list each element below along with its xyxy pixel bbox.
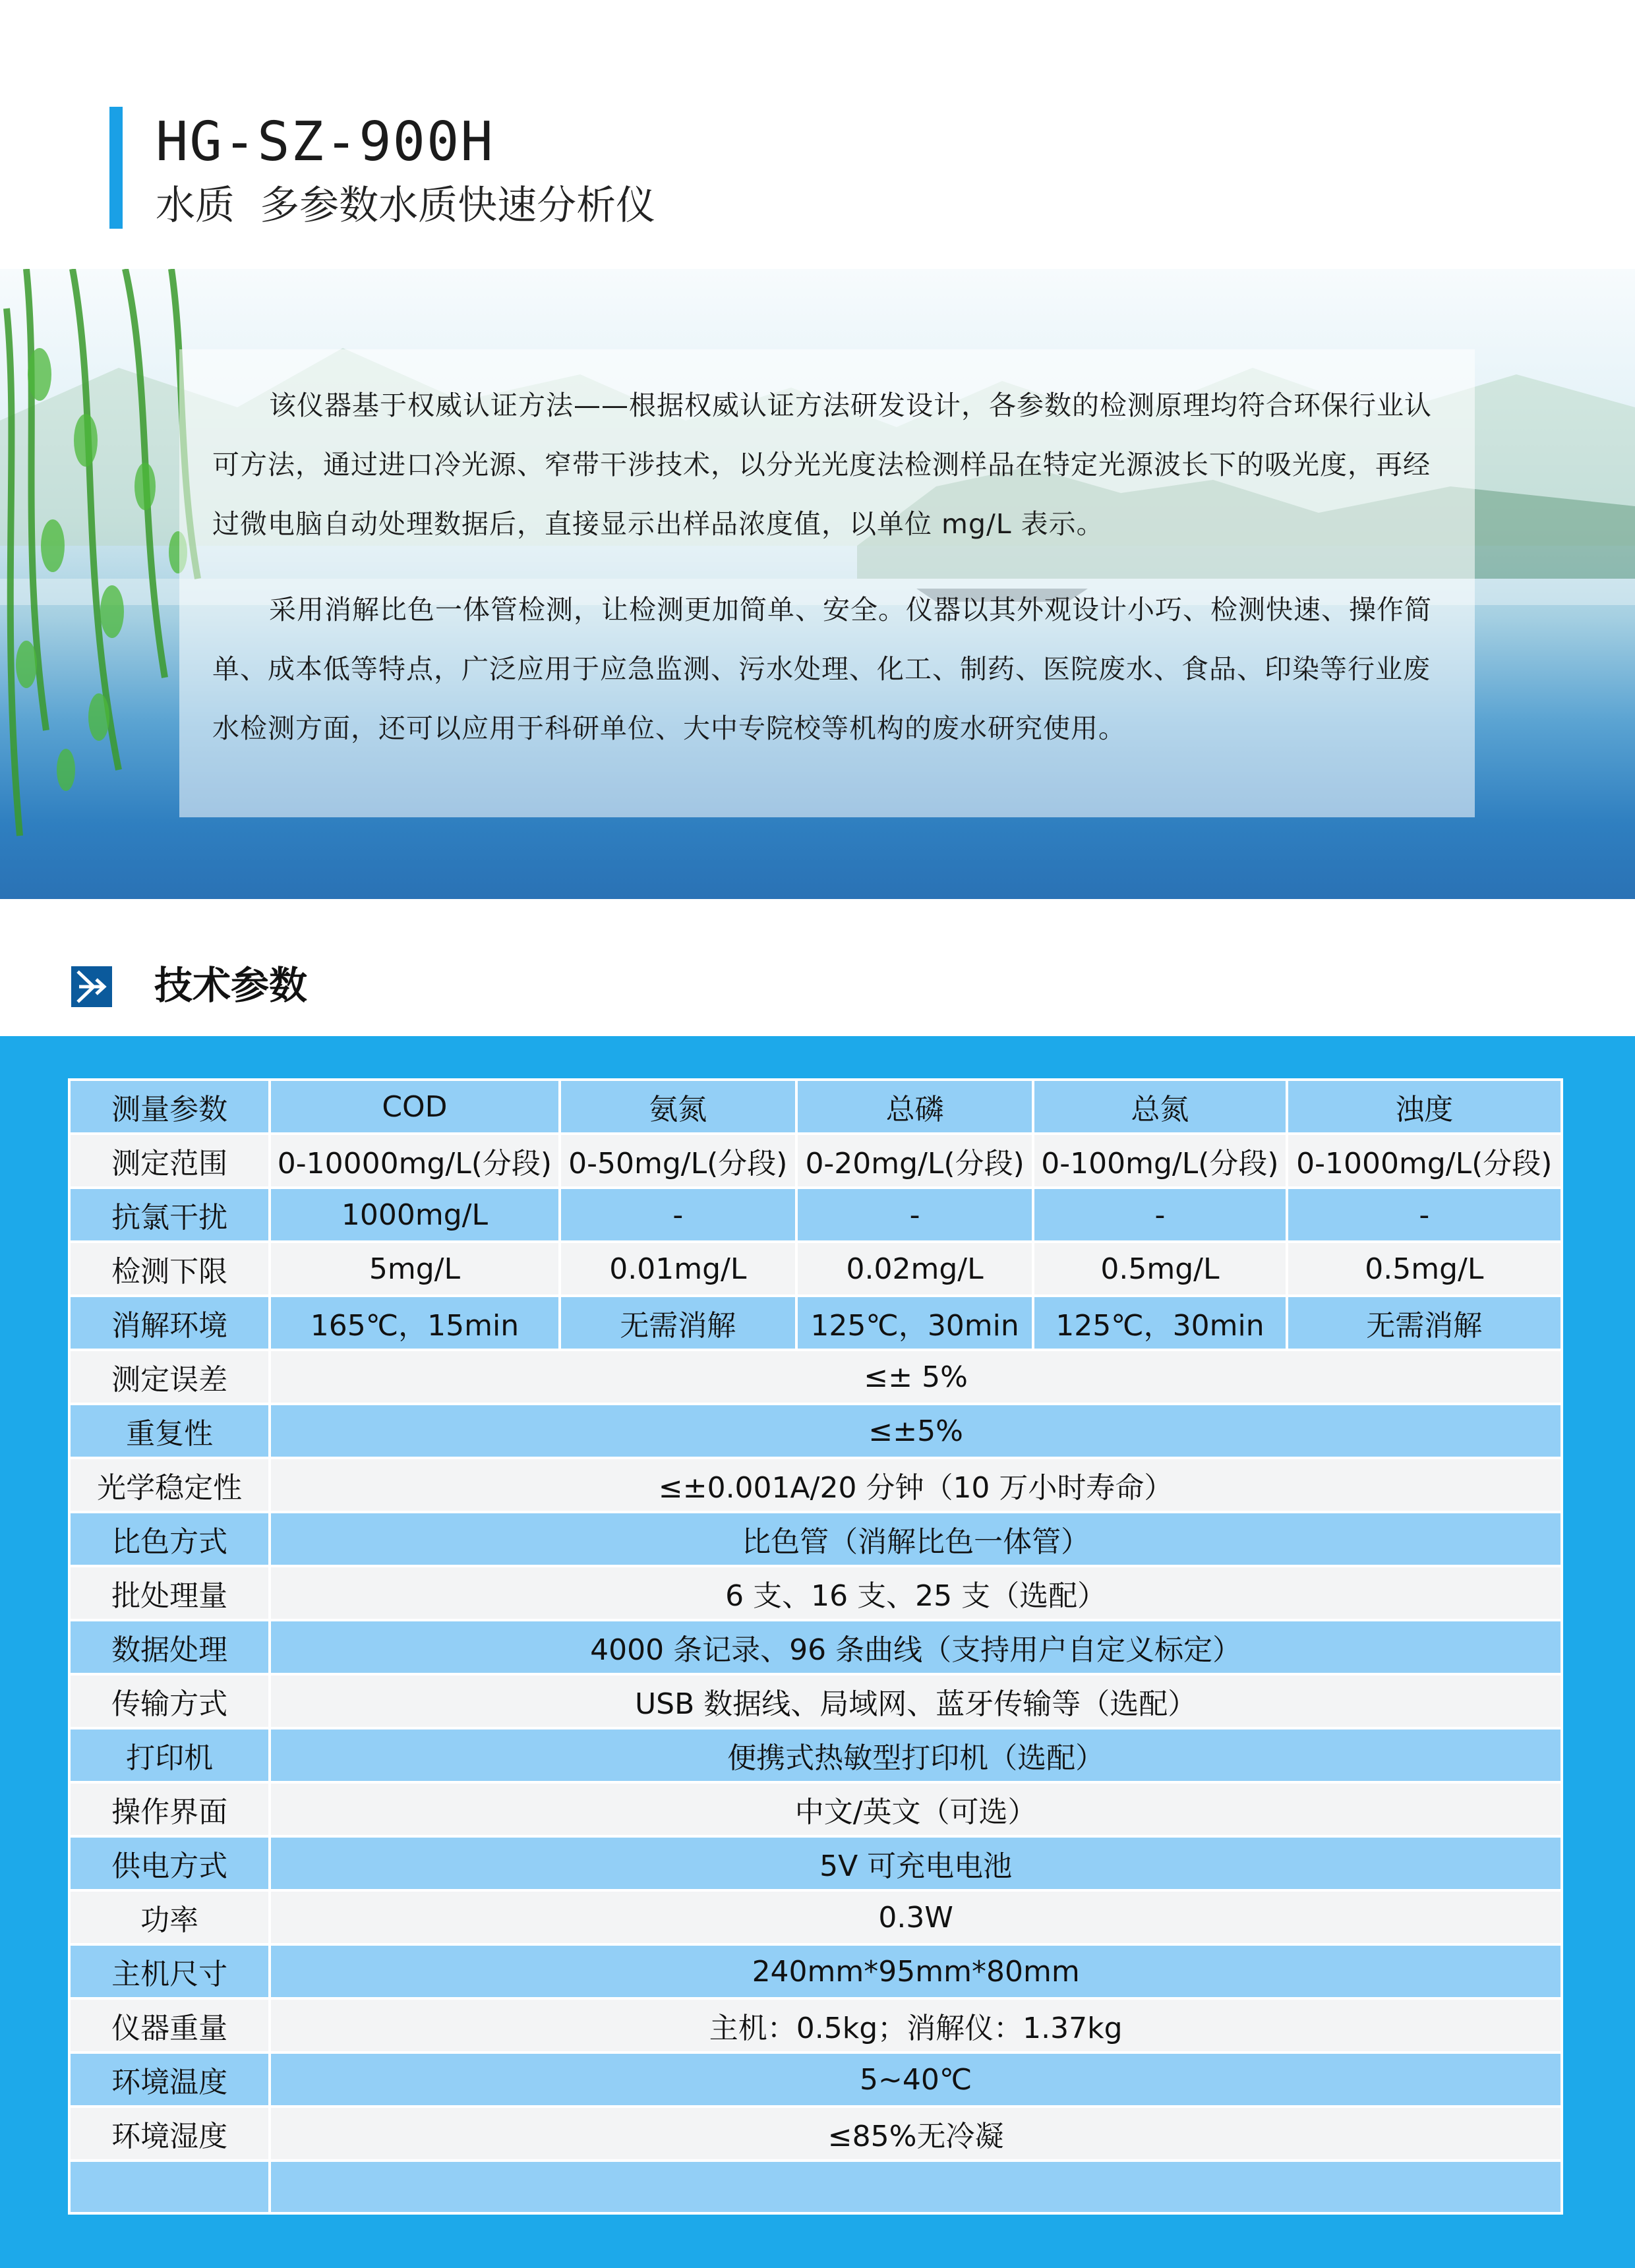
arrow-right-icon	[71, 966, 112, 1007]
row-label: 数据处理	[71, 1621, 268, 1673]
table-cell: -	[1034, 1189, 1285, 1240]
table-row	[71, 2162, 1561, 2212]
product-model: HG-SZ-900H	[156, 111, 494, 173]
column-header: COD	[271, 1081, 558, 1132]
row-label: 供电方式	[71, 1838, 268, 1889]
row-label: 重复性	[71, 1405, 268, 1457]
table-row	[71, 1297, 1561, 1349]
table-row	[71, 1189, 1561, 1240]
row-label: 比色方式	[71, 1513, 268, 1565]
table-cell: 240mm*95mm*80mm	[271, 1946, 1561, 1997]
table-cell: 0.3W	[271, 1892, 1561, 1943]
table-row	[71, 1081, 1561, 1132]
table-cell: 0-50mg/L(分段)	[561, 1135, 795, 1186]
table-row	[71, 1459, 1561, 1511]
table-cell: 0.02mg/L	[798, 1243, 1032, 1294]
column-header: 氨氮	[561, 1081, 795, 1132]
spec-table	[68, 1078, 1563, 2215]
table-cell	[271, 2162, 1561, 2212]
table-cell: 125℃，30min	[798, 1297, 1032, 1349]
table-cell: 5~40℃	[271, 2054, 1561, 2105]
table-cell: 5V 可充电电池	[271, 1838, 1561, 1889]
row-label: 操作界面	[71, 1784, 268, 1835]
table-cell: 4000 条记录、96 条曲线（支持用户自定义标定）	[271, 1621, 1561, 1673]
table-cell: USB 数据线、局域网、蓝牙传输等（选配）	[271, 1675, 1561, 1727]
table-cell: 165℃，15min	[271, 1297, 558, 1349]
table-cell: 1000mg/L	[271, 1189, 558, 1240]
table-cell: 0-100mg/L(分段)	[1034, 1135, 1285, 1186]
row-label: 环境温度	[71, 2054, 268, 2105]
table-cell: 6 支、16 支、25 支（选配）	[271, 1567, 1561, 1619]
intro-paragraph-2: 采用消解比色一体管检测，让检测更加简单、安全。仪器以其外观设计小巧、检测快速、操作简单、成本低等特点，广泛应用于应急监测、污水处理、化工、制药、医院废水、食品、印染等行业废水检测方面，还可以应用于科研单位、大中专院校等机构的废水研究使用。	[212, 594, 1432, 744]
table-cell: -	[1288, 1189, 1561, 1240]
table-cell: 无需消解	[561, 1297, 795, 1349]
row-label: 仪器重量	[71, 2000, 268, 2051]
title-accent-bar	[109, 107, 123, 229]
table-cell: ≤85%无冷凝	[271, 2108, 1561, 2159]
table-cell: 中文/英文（可选）	[271, 1784, 1561, 1835]
row-label: 传输方式	[71, 1675, 268, 1727]
table-cell: ≤± 5%	[271, 1351, 1561, 1403]
row-label: 测定误差	[71, 1351, 268, 1403]
table-cell: 比色管（消解比色一体管）	[271, 1513, 1561, 1565]
table-cell: 主机：0.5kg；消解仪：1.37kg	[271, 2000, 1561, 2051]
section-title: 技术参数	[154, 963, 308, 1008]
row-label: 功率	[71, 1892, 268, 1943]
table-row	[71, 2000, 1561, 2051]
table-row	[71, 2054, 1561, 2105]
intro-paragraph-1: 该仪器基于权威认证方法——根据权威认证方法研发设计，各参数的检测原理均符合环保行业认可方法，通过进口冷光源、窄带干涉技术，以分光光度法检测样品在特定光源波长下的吸光度，再经过微电脑自动处理数据后，直接显示出样品浓度值，以单位 mg/L 表示。	[212, 390, 1432, 540]
table-cell: 5mg/L	[271, 1243, 558, 1294]
table-row	[71, 1730, 1561, 1781]
table-cell: 125℃，30min	[1034, 1297, 1285, 1349]
column-header: 总磷	[798, 1081, 1032, 1132]
table-cell: -	[561, 1189, 795, 1240]
column-header: 浊度	[1288, 1081, 1561, 1132]
intro-text-panel	[179, 349, 1475, 817]
table-row	[71, 1135, 1561, 1186]
table-cell: ≤±0.001A/20 分钟（10 万小时寿命）	[271, 1459, 1561, 1511]
hero-banner	[0, 269, 1635, 899]
row-label: 消解环境	[71, 1297, 268, 1349]
table-row	[71, 1243, 1561, 1294]
table-cell: 0.5mg/L	[1288, 1243, 1561, 1294]
table-row	[71, 1405, 1561, 1457]
table-cell: -	[798, 1189, 1032, 1240]
row-label: 批处理量	[71, 1567, 268, 1619]
row-label: 测定范围	[71, 1135, 268, 1186]
row-label	[71, 2162, 268, 2212]
table-cell: 0.01mg/L	[561, 1243, 795, 1294]
row-label: 检测下限	[71, 1243, 268, 1294]
table-row	[71, 1351, 1561, 1403]
table-row	[71, 1838, 1561, 1889]
table-row	[71, 1513, 1561, 1565]
row-label: 光学稳定性	[71, 1459, 268, 1511]
product-subtitle: 水质 多参数水质快速分析仪	[156, 183, 656, 229]
table-row	[71, 1621, 1561, 1673]
table-row	[71, 1675, 1561, 1727]
table-cell: 0-20mg/L(分段)	[798, 1135, 1032, 1186]
table-row	[71, 2108, 1561, 2159]
row-label: 主机尺寸	[71, 1946, 268, 1997]
table-cell: 无需消解	[1288, 1297, 1561, 1349]
row-label: 测量参数	[71, 1081, 268, 1132]
row-label: 抗氯干扰	[71, 1189, 268, 1240]
column-header: 总氮	[1034, 1081, 1285, 1132]
table-cell: 0-10000mg/L(分段)	[271, 1135, 558, 1186]
table-cell: 便携式热敏型打印机（选配）	[271, 1730, 1561, 1781]
table-row	[71, 1892, 1561, 1943]
row-label: 打印机	[71, 1730, 268, 1781]
table-cell: ≤±5%	[271, 1405, 1561, 1457]
row-label: 环境湿度	[71, 2108, 268, 2159]
table-cell: 0-1000mg/L(分段)	[1288, 1135, 1561, 1186]
table-cell: 0.5mg/L	[1034, 1243, 1285, 1294]
table-row	[71, 1946, 1561, 1997]
table-row	[71, 1784, 1561, 1835]
table-row	[71, 1567, 1561, 1619]
